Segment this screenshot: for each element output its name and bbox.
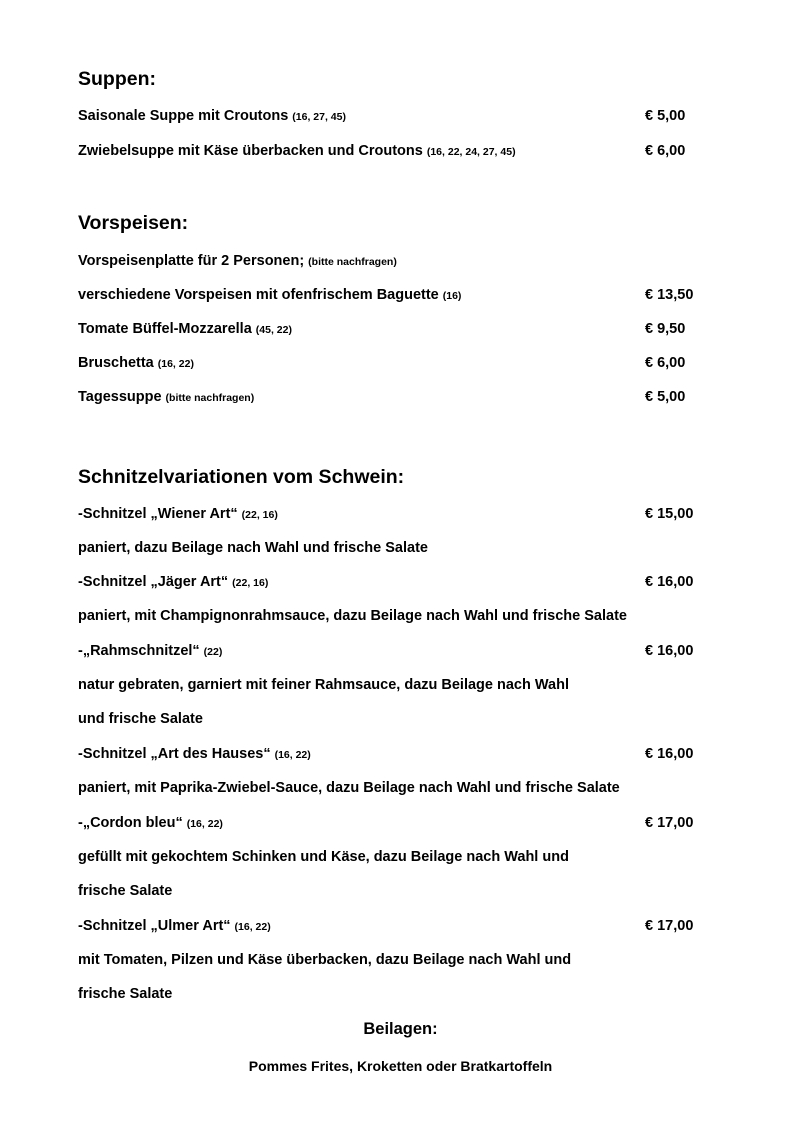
item-name: Bruschetta bbox=[78, 355, 154, 371]
item-allergens: (16, 22, 24, 27, 45) bbox=[426, 146, 516, 158]
item-name: -„Rahmschnitzel“ bbox=[78, 643, 200, 659]
item-description: gefüllt mit gekochtem Schinken und Käse, dazu Beilage nach Wahl und bbox=[78, 849, 569, 865]
item-description: paniert, mit Paprika-Zwiebel-Sauce, dazu Beilage nach Wahl und frische Salate bbox=[78, 780, 620, 796]
item-price: € 6,00 bbox=[645, 355, 686, 371]
item-name: Saisonale Suppe mit Croutons bbox=[78, 108, 289, 124]
item-description: paniert, dazu Beilage nach Wahl und frische Salate bbox=[78, 540, 428, 556]
menu-item bbox=[78, 918, 718, 938]
item-name: -Schnitzel „Art des Hauses“ bbox=[78, 746, 271, 762]
item-name: Tagessuppe bbox=[78, 389, 162, 405]
item-description-cont: und frische Salate bbox=[78, 711, 203, 727]
item-name: Vorspeisenplatte für 2 Personen; bbox=[78, 253, 305, 269]
beilagen-text: Pommes Frites, Kroketten oder Bratkartoffeln bbox=[248, 1058, 553, 1074]
item-allergens: (22) bbox=[203, 646, 223, 658]
item-allergens: (16, 27, 45) bbox=[292, 111, 346, 123]
item-name: -Schnitzel „Wiener Art“ bbox=[78, 506, 238, 522]
item-allergens: (45, 22) bbox=[255, 324, 292, 336]
item-price: € 17,00 bbox=[645, 918, 694, 934]
item-allergens: (16) bbox=[442, 290, 462, 302]
item-allergens: (16, 22) bbox=[274, 749, 311, 761]
item-name: -Schnitzel „Jäger Art“ bbox=[78, 574, 229, 590]
item-name: Tomate Büffel-Mozzarella bbox=[78, 321, 252, 337]
menu-item bbox=[78, 389, 718, 409]
item-allergens: (bitte nachfragen) bbox=[165, 392, 255, 404]
menu-item bbox=[78, 143, 718, 163]
section-title-vorspeisen: Vorspeisen: bbox=[78, 212, 189, 234]
menu-item bbox=[78, 287, 718, 307]
menu-item bbox=[78, 574, 718, 594]
menu-item bbox=[78, 321, 718, 341]
item-description-cont: frische Salate bbox=[78, 986, 173, 1002]
item-price: € 16,00 bbox=[645, 574, 694, 590]
section-title-schnitzel: Schnitzelvariationen vom Schwein: bbox=[78, 466, 405, 488]
item-description: natur gebraten, garniert mit feiner Rahmsauce, dazu Beilage nach Wahl bbox=[78, 677, 569, 693]
menu-item bbox=[78, 643, 718, 663]
menu-item-platter bbox=[78, 253, 718, 273]
item-allergens: (16, 22) bbox=[186, 818, 223, 830]
item-price: € 13,50 bbox=[645, 287, 694, 303]
item-description: paniert, mit Champignonrahmsauce, dazu Beilage nach Wahl und frische Salate bbox=[78, 608, 627, 624]
item-price: € 16,00 bbox=[645, 643, 694, 659]
menu-item bbox=[78, 108, 718, 128]
item-price: € 16,00 bbox=[645, 746, 694, 762]
item-name: verschiedene Vorspeisen mit ofenfrischem Baguette bbox=[78, 287, 439, 303]
menu-item bbox=[78, 746, 718, 766]
item-allergens: (16, 22) bbox=[234, 921, 271, 933]
item-name: -„Cordon bleu“ bbox=[78, 815, 183, 831]
item-allergens: (22, 16) bbox=[241, 509, 278, 521]
item-description-cont: frische Salate bbox=[78, 883, 173, 899]
item-price: € 6,00 bbox=[645, 143, 686, 159]
item-allergens: (22, 16) bbox=[232, 577, 269, 589]
item-price: € 15,00 bbox=[645, 506, 694, 522]
item-description: mit Tomaten, Pilzen und Käse überbacken, dazu Beilage nach Wahl und bbox=[78, 952, 572, 968]
section-title-suppen: Suppen: bbox=[78, 68, 156, 90]
menu-item bbox=[78, 815, 718, 835]
item-note: (bitte nachfragen) bbox=[308, 256, 397, 268]
section-title-beilagen: Beilagen: bbox=[363, 1020, 438, 1038]
item-price: € 5,00 bbox=[645, 108, 686, 124]
item-price: € 17,00 bbox=[645, 815, 694, 831]
menu-item bbox=[78, 355, 718, 375]
item-name: Zwiebelsuppe mit Käse überbacken und Croutons bbox=[78, 143, 423, 159]
item-name: -Schnitzel „Ulmer Art“ bbox=[78, 918, 231, 934]
item-price: € 5,00 bbox=[645, 389, 686, 405]
item-allergens: (16, 22) bbox=[157, 358, 194, 370]
item-price: € 9,50 bbox=[645, 321, 686, 337]
menu-item bbox=[78, 506, 718, 526]
